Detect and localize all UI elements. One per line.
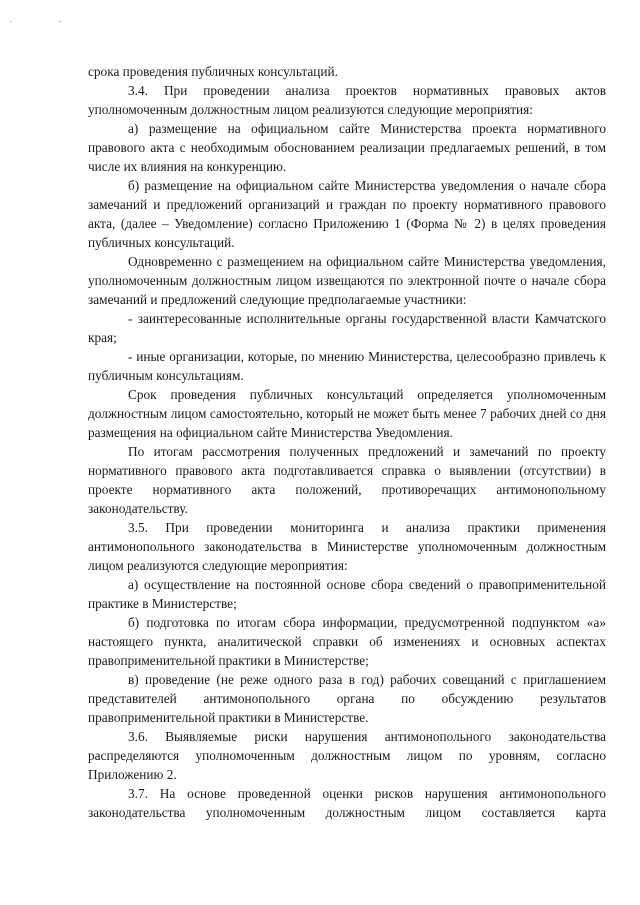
list-item-b: б) размещение на официальном сайте Министерства уведомления о начале сбора замечаний и предложений организаций и граждан по проекту нормативного правового акта, (далее – Уведомление) согласно Приложению 1 (Форма № 2) в целях проведения публичных консультаций. (88, 178, 606, 250)
list-item-a: а) осуществление на постоянной основе сбора сведений о правоприменительной практике в Министерстве; (88, 577, 606, 611)
document-body (88, 62, 606, 822)
paragraph: Срок проведения публичных консультаций определяется уполномоченным должностным лицом самостоятельно, который не может быть менее 7 рабочих дней со дня размещения на официальном сайте Министерства Уведомления. (88, 387, 606, 440)
dash-item: - заинтересованные исполнительные органы государственной власти Камчатского края; (88, 311, 606, 345)
list-item-a: а) размещение на официальном сайте Министерства проекта нормативного правового акта с необходимым обоснованием реализации предлагаемых решений, в том числе их влияния на конкуренцию. (88, 121, 606, 174)
list-item-c: в) проведение (не реже одного раза в год) рабочих совещаний с приглашением представителей антимонопольного органа по обсуждению результатов правоприменительной практики в Министерстве. (88, 672, 606, 725)
dash-item: - иные организации, которые, по мнению Министерства, целесообразно привлечь к публичным консультациям. (88, 349, 606, 383)
paragraph: Одновременно с размещением на официальном сайте Министерства уведомления, уполномоченным должностным лицом извещаются по электронной почте о начале сбора замечаний и предложений следующие предполагаемые участники: (88, 254, 606, 307)
paragraph: По итогам рассмотрения полученных предложений и замечаний по проекту нормативного правового акта подготавливается справка о выявлении (отсутствии) в проекте нормативного акта положений, противоречащих антимонопольному законодательству. (88, 444, 606, 516)
paragraph-3-4: 3.4. При проведении анализа проектов нормативных правовых актов уполномоченным должностным лицом реализуются следующие мероприятия: (88, 83, 606, 117)
list-item-b: б) подготовка по итогам сбора информации, предусмотренной подпунктом «а» настоящего пункта, аналитической справки об изменениях и основных аспектах правоприменительной практики в Министерстве; (88, 615, 606, 668)
paragraph-3-7: 3.7. На основе проведенной оценки рисков нарушения антимонопольного законодательства уполномоченным должностным лицом составляется карта (88, 786, 606, 820)
paragraph-3-6: 3.6. Выявляемые риски нарушения антимонопольного законодательства распределяются уполномоченным должностным лицом по уровням, согласно Приложению 2. (88, 729, 606, 782)
paragraph-3-5: 3.5. При проведении мониторинга и анализа практики применения антимонопольного законодательства в Министерстве уполномоченным должностным лицом реализуются следующие мероприятия: (88, 520, 606, 573)
scan-mark: .. (58, 16, 62, 24)
scan-mark: , (10, 16, 12, 24)
paragraph: срока проведения публичных консультаций. (88, 64, 338, 79)
